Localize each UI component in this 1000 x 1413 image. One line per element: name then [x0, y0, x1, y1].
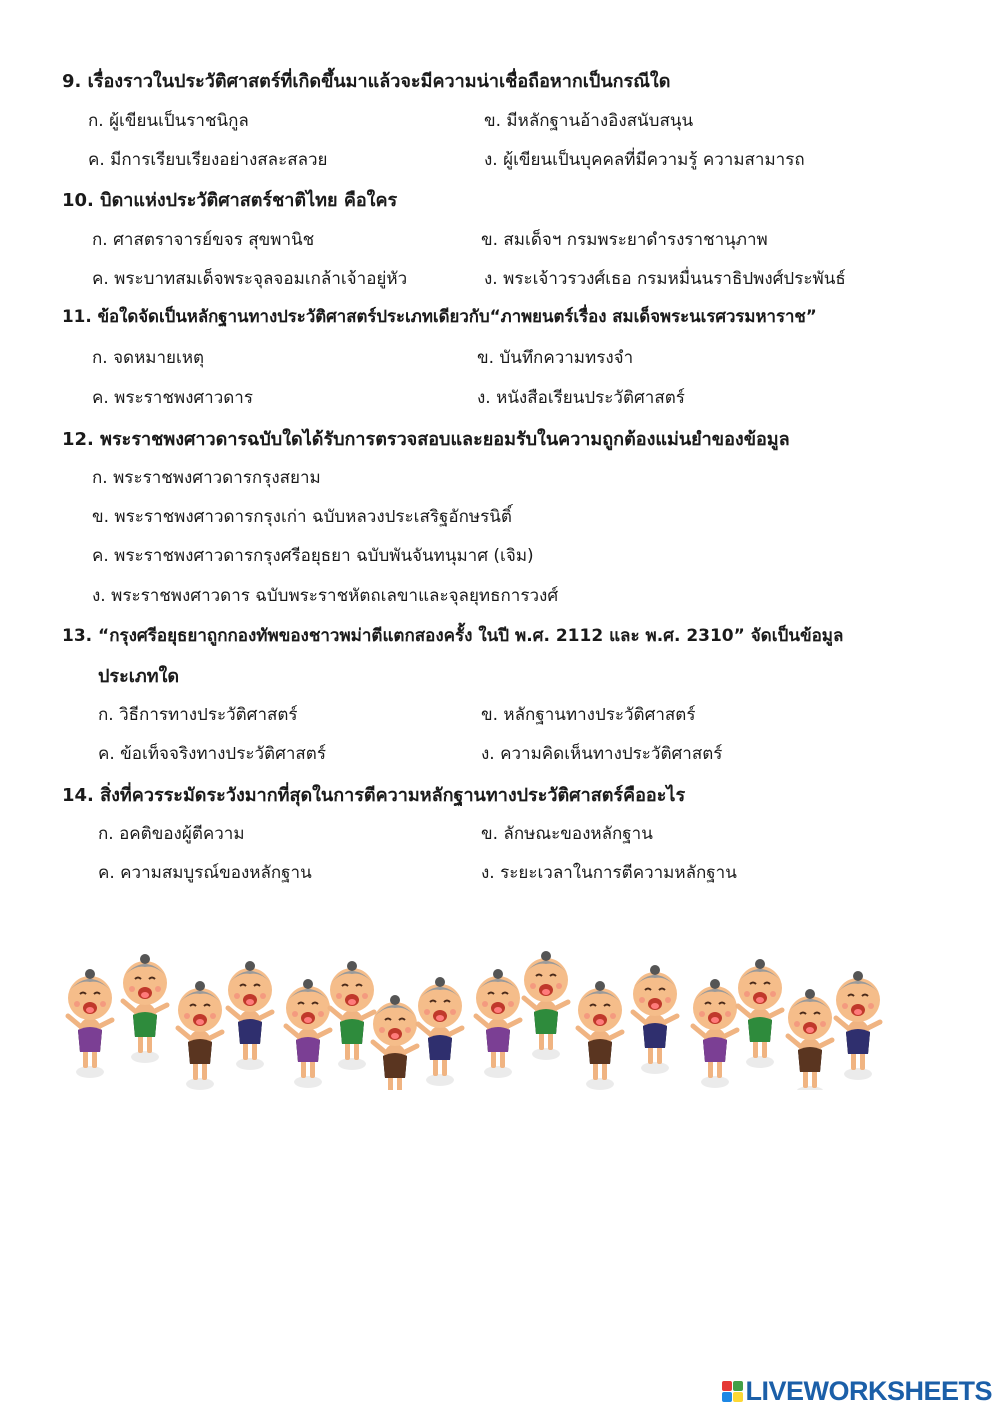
q12-option-d: ง. พระราชพงศาวดาร ฉบับพระราชหัตถเลขาและจุลยุทธการวงศ์	[92, 586, 559, 606]
q13-option-a: ก. วิธีการทางประวัติศาสตร์	[98, 705, 298, 725]
liveworksheets-logo	[722, 1376, 992, 1407]
q13-option-c: ค. ข้อเท็จจริงทางประวัติศาสตร์	[98, 744, 326, 764]
question-9: 9. เรื่องราวในประวัติศาสตร์ที่เกิดขึ้นมาแล้วจะมีความน่าเชื่อถือหากเป็นกรณีใด	[62, 71, 671, 92]
q9-option-b: ข. มีหลักฐานอ้างอิงสนับสนุน	[484, 111, 694, 131]
q11-option-c: ค. พระราชพงศาวดาร	[92, 388, 253, 408]
question-11: 11. ข้อใดจัดเป็นหลักฐานทางประวัติศาสตร์ประเภทเดียวกับ“ภาพยนตร์เรื่อง สมเด็จพระนเรศวรมหาราช”	[62, 306, 817, 326]
q12-option-c: ค. พระราชพงศาวดารกรุงศรีอยุธยา ฉบับพันจันทนุมาศ (เจิม)	[92, 546, 534, 566]
q11-option-a: ก. จดหมายเหตุ	[92, 348, 205, 368]
question-14: 14. สิ่งที่ควรระมัดระวังมากที่สุดในการตีความหลักฐานทางประวัติศาสตร์คืออะไร	[62, 785, 686, 806]
q9-option-c: ค. มีการเรียบเรียงอย่างสละสลวย	[88, 150, 328, 170]
q13-option-d: ง. ความคิดเห็นทางประวัติศาสตร์	[481, 744, 723, 764]
q12-option-b: ข. พระราชพงศาวดารกรุงเก่า ฉบับหลวงประเสริฐอักษรนิติ์	[92, 507, 512, 527]
q11-option-b: ข. บันทึกความทรงจำ	[477, 348, 634, 368]
q9-option-d: ง. ผู้เขียนเป็นบุคคลที่มีความรู้ ความสามารถ	[484, 150, 805, 170]
question-12: 12. พระราชพงศาวดารฉบับใดได้รับการตรวจสอบและยอมรับในความถูกต้องแม่นยำของข้อมูล	[62, 429, 790, 450]
thai-children-dancing-illustration	[60, 930, 900, 1090]
q13-option-b: ข. หลักฐานทางประวัติศาสตร์	[481, 705, 696, 725]
q10-option-a: ก. ศาสตราจารย์ขจร สุขพานิช	[92, 230, 315, 250]
q10-option-c: ค. พระบาทสมเด็จพระจุลจอมเกล้าเจ้าอยู่หัว	[92, 269, 408, 289]
q14-option-b: ข. ลักษณะของหลักฐาน	[481, 824, 653, 844]
q12-option-a: ก. พระราชพงศาวดารกรุงสยาม	[92, 468, 321, 488]
q14-option-a: ก. อคติของผู้ตีความ	[98, 824, 245, 844]
q14-option-c: ค. ความสมบูรณ์ของหลักฐาน	[98, 863, 312, 883]
q10-option-b: ข. สมเด็จฯ กรมพระยาดำรงราชานุภาพ	[481, 230, 768, 250]
q9-option-a: ก. ผู้เขียนเป็นราชนิกูล	[88, 111, 249, 131]
q14-option-d: ง. ระยะเวลาในการตีความหลักฐาน	[481, 863, 737, 883]
question-13-continued: ประเภทใด	[98, 666, 180, 687]
question-13: 13. “กรุงศรีอยุธยาถูกกองทัพของชาวพม่าตีแตกสองครั้ง ในปี พ.ศ. 2112 และ พ.ศ. 2310” จัดเป็นข้อมูล	[62, 626, 844, 646]
brand-name: LIVEWORKSHEETS	[745, 1376, 992, 1406]
logo-mark-icon	[722, 1381, 743, 1402]
q11-option-d: ง. หนังสือเรียนประวัติศาสตร์	[477, 388, 685, 408]
q10-option-d: ง. พระเจ้าวรวงศ์เธอ กรมหมื่นนราธิปพงศ์ประพันธ์	[484, 269, 846, 289]
question-10: 10. บิดาแห่งประวัติศาสตร์ชาติไทย คือใคร	[62, 190, 398, 211]
